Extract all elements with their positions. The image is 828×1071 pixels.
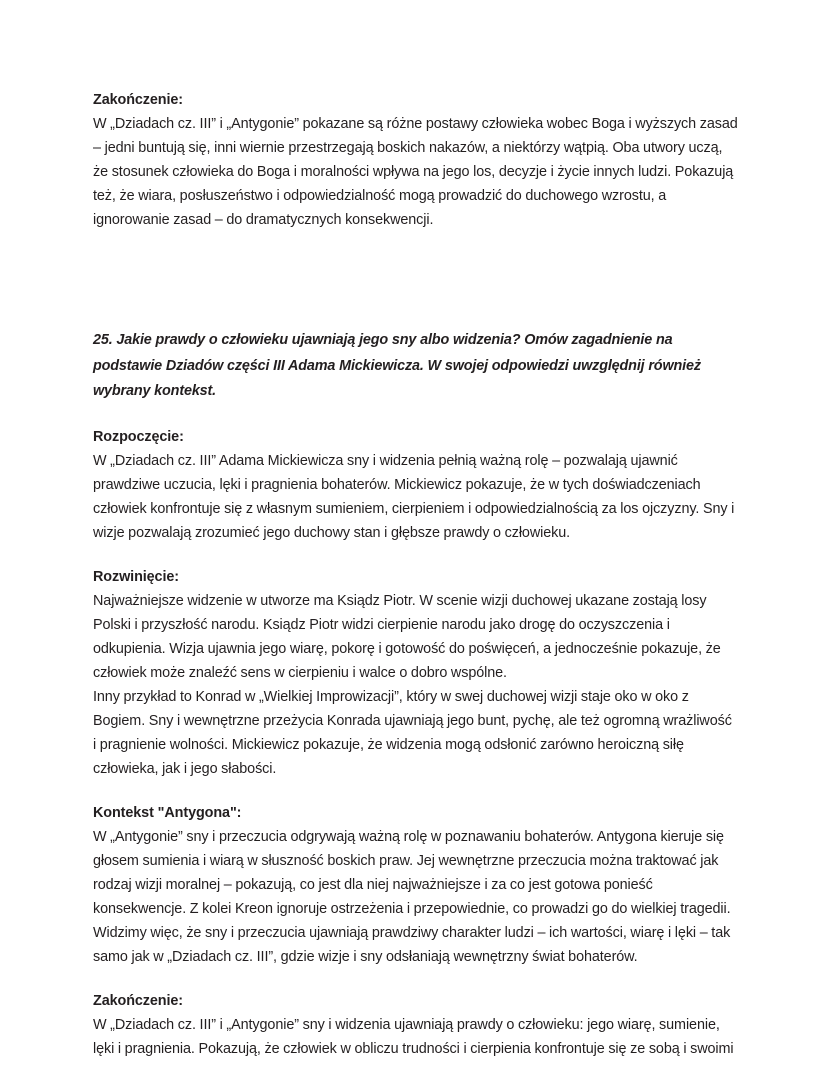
section-rozwiniecie (93, 565, 738, 781)
section-paragraph: W „Dziadach cz. III” i „Antygonie” sny i widzenia ujawniają prawdy o człowieku: jego wiarę, sumienie, lęki i pragnienia. Pokazują, że człowiek w obliczu trudności i cierpienia konfrontuje się ze sobą i swoimi (93, 1016, 734, 1057)
section-question-25 (93, 328, 738, 405)
section-paragraph-secondary: Inny przykład to Konrad w „Wielkiej Improwizacji”, który w swej duchowej wizji staje oko w oko z Bogiem. Sny i wewnętrzne przeżycia Konrada ujawniają jego bunt, pychę, ale też ogromną wrażliwość i pragnienie wolności. Mickiewicz pokazuje, że widzenia mogą odsłonić zarówno heroiczną siłę człowieka, jak i jego słabości. (93, 688, 732, 777)
section-heading: Rozwinięcie: (93, 568, 179, 585)
section-zakonczenie-1 (93, 88, 738, 232)
section-kontekst-antygona (93, 801, 738, 969)
essay-question-prompt: 25. Jakie prawdy o człowieku ujawniają jego sny albo widzenia? Omów zagadnienie na podstawie Dziadów części III Adama Mickiewicza. W swojej odpowiedzi uwzględnij również wybrany kontekst. (93, 332, 701, 399)
section-heading: Zakończenie: (93, 92, 183, 108)
section-heading: Rozpoczęcie: (93, 428, 184, 445)
section-paragraph: Najważniejsze widzenie w utworze ma Ksiądz Piotr. W scenie wizji duchowej ukazane zostają losy Polski i przyszłość narodu. Ksiądz Piotr widzi cierpienie narodu jako drogę do oczyszczenia i odkupienia. Wizja ujawnia jego wiarę, pokorę i gotowość do poświęceń, a jednocześnie pokazuje, że człowiek może znaleźć sens w cierpieniu i walce o dobro wspólne. (93, 592, 721, 681)
section-paragraph: W „Dziadach cz. III” i „Antygonie” pokazane są różne postawy człowieka wobec Boga i wyższych zasad – jedni buntują się, inni wiernie przestrzegają boskich nakazów, a niektórzy wątpią. Oba utwory uczą, że stosunek człowieka do Boga i moralności wpływa na jego los, decyzje i życie innych ludzi. Pokazują też, że wiara, posłuszeństwo i odpowiedzialność mogą prowadzić do duchowego wzrostu, a ignorowanie zasad – do dramatycznych konsekwencji. (93, 116, 738, 228)
section-rozpoczecie (93, 425, 738, 545)
section-heading: Zakończenie: (93, 992, 183, 1009)
section-paragraph: W „Antygonie” sny i przeczucia odgrywają ważną rolę w poznawaniu bohaterów. Antygona kieruje się głosem sumienia i wiarą w słuszność boskich praw. Jej wewnętrzne przeczucia można traktować jak rodzaj wizji moralnej – pokazują, co jest dla niej najważniejsze i za co jest gotowa ponieść konsekwencje. Z kolei Kreon ignoruje ostrzeżenia i przepowiednie, co prowadzi go do wielkiej tragedii. Widzimy więc, że sny i przeczucia ujawniają prawdziwy charakter ludzi – ich wartości, wiarę i lęki – tak samo jak w „Dziadach cz. III”, gdzie wizje i sny odsłaniają wewnętrzny świat bohaterów. (93, 828, 731, 965)
section-paragraph: W „Dziadach cz. III” Adama Mickiewicza sny i widzenia pełnią ważną rolę – pozwalają ujawnić prawdziwe uczucia, lęki i pragnienia bohaterów. Mickiewicz pokazuje, że w tych doświadczeniach człowiek konfrontuje się z własnym sumieniem, cierpieniem i odpowiedzialnością za los ojczyzny. Sny i wizje pozwalają zrozumieć jego duchowy stan i głębsze prawdy o człowieku. (93, 452, 735, 541)
section-heading: Kontekst "Antygona": (93, 804, 242, 821)
section-zakonczenie-2 (93, 989, 738, 1061)
document-content (93, 88, 738, 1061)
